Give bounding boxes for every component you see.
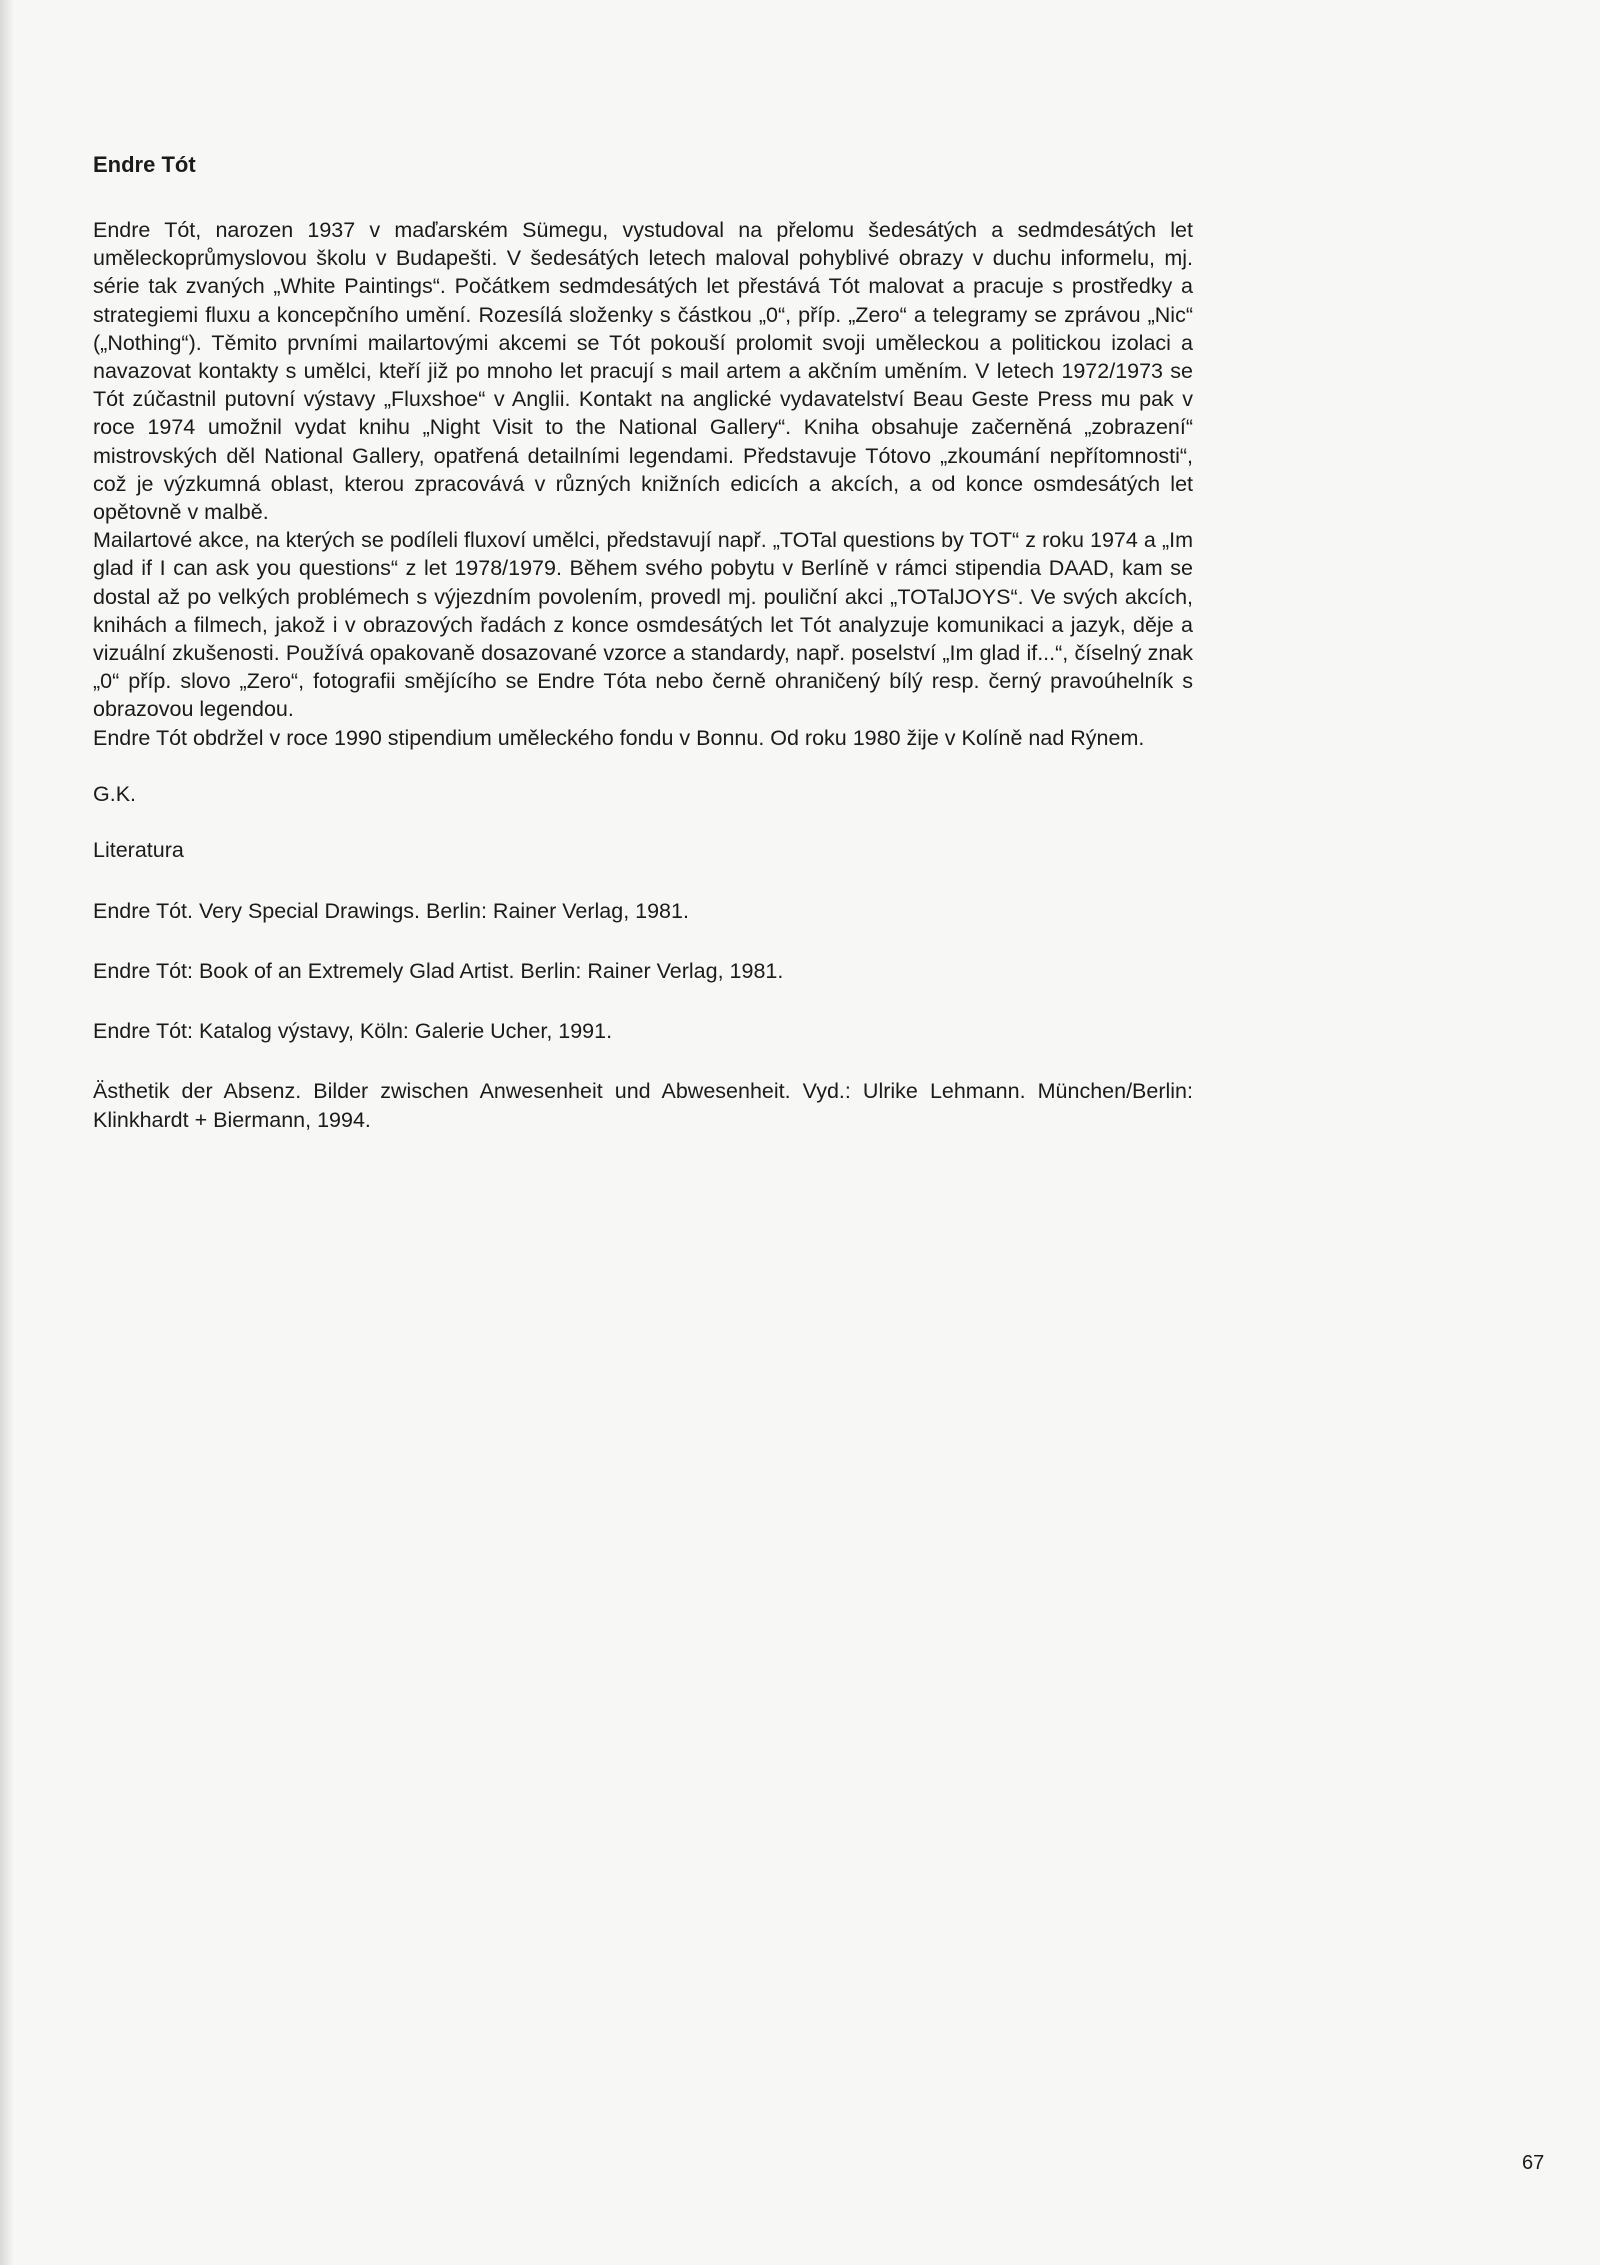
literature-heading: Literatura bbox=[93, 837, 184, 862]
body-paragraph-2: Mailartové akce, na kterých se podíleli fluxoví umělci, představují např. „TOTal questions by TOT“ z roku 1974 a „Im glad if I can ask you questions“ z let 1978/1979. Během svého pobytu v Berlíně v rámci stipendia DAAD, kam se dostal až po velkých problémech s výjezdním povolením, provedl mj. pouliční akci „TOTalJOYS“. Ve svých akcích, knihách a filmech, jakož i v obrazových řadách z konce osmdesátých let Tót analyzuje komunikaci a jazyk, děje a vizuální zkušenosti. Používá opakovaně dosazované vzorce a standardy, např. poselství „Im glad if...“, číselný znak „0“ příp. slovo „Zero“, fotografii smějícího se Endre Tóta nebo černě ohraničený bílý resp. černý pravoúhelník s obrazovou legendou. bbox=[93, 528, 1193, 722]
page-edge-shadow bbox=[0, 0, 14, 2265]
author-initials: G.K. bbox=[93, 781, 137, 806]
body-paragraph-1: Endre Tót, narozen 1937 v maďarském Sümegu, vystudoval na přelomu šedesátých a sedmdesátých let uměleckoprůmyslovou školu v Budapešti. V šedesátých letech maloval pohyblivé obrazy v duchu informelu, mj. série tak zvaných „White Paintings“. Počátkem sedmdesátých let přestává Tót malovat a pracuje s prostředky a strategiemi fluxu a koncepčního umění. Rozesílá složenky s částkou „0“, příp. „Zero“ a telegramy se zprávou „Nic“ („Nothing“). Těmito prvními mailartovými akcemi se Tót pokouší prolomit svoji uměleckou a politickou izolaci a navazovat kontakty s umělci, kteří již po mnoho let pracují s mail artem a akčním uměním. V letech 1972/1973 se Tót zúčastnil putovní výstavy „Fluxshoe“ v Anglii. Kontakt na anglické vydavatelství Beau Geste Press mu pak v roce 1974 umožnil vydat knihu „Night Visit to the National Gallery“. Kniha obsahuje začerněná „zobrazení“ mistrovských děl National Gallery, opatřená detailními legendami. Představuje Tótovo „zkoumání nepřítomnosti“, což je výzkumná oblast, kterou zpracovává v různých knižních edicích a akcích, a od konce osmdesátých let opětovně v malbě. bbox=[93, 218, 1193, 525]
article bbox=[93, 152, 1193, 1134]
reference-item: Endre Tót: Katalog výstavy, Köln: Galerie Ucher, 1991. bbox=[93, 1019, 613, 1044]
page-number: 67 bbox=[1522, 2152, 1545, 2174]
reference-item: Endre Tót. Very Special Drawings. Berlin: Rainer Verlag, 1981. bbox=[93, 898, 689, 923]
reference-item: Ästhetik der Absenz. Bilder zwischen Anwesenheit und Abwesenheit. Vyd.: Ulrike Lehmann. München/Berlin: Klinkhardt + Biermann, 1994. bbox=[93, 1079, 1193, 1132]
reference-item: Endre Tót: Book of an Extremely Glad Artist. Berlin: Rainer Verlag, 1981. bbox=[93, 959, 784, 984]
body-paragraph-3: Endre Tót obdržel v roce 1990 stipendium uměleckého fondu v Bonnu. Od roku 1980 žije v Kolíně nad Rýnem. bbox=[93, 725, 1145, 750]
article-title: Endre Tót bbox=[93, 152, 196, 177]
